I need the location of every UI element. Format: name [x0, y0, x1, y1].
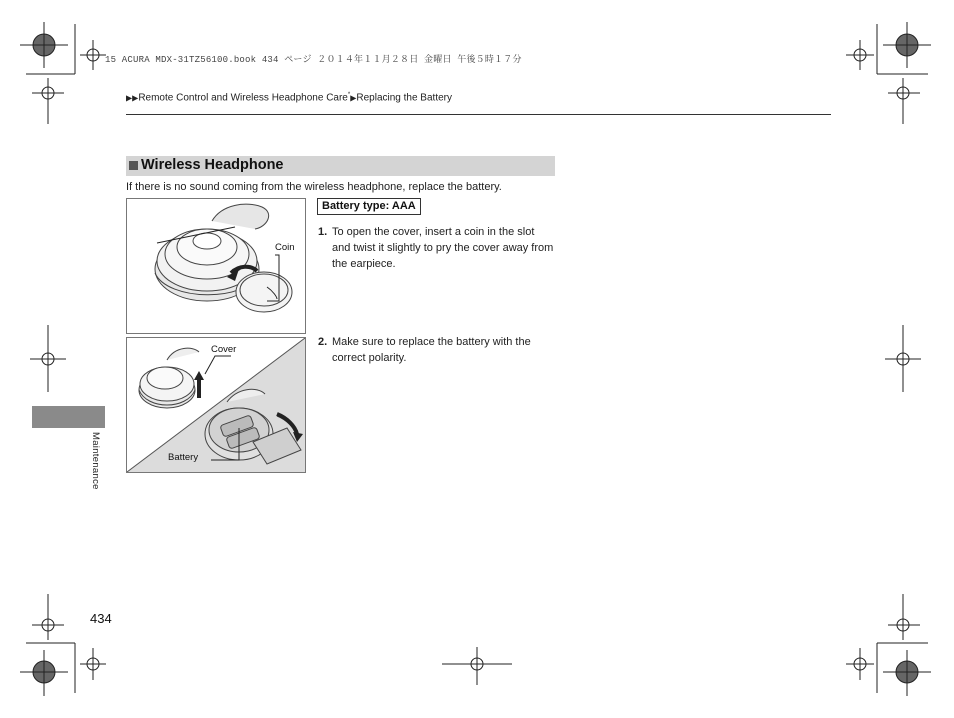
breadcrumb-arrow-icon: ▶▶ [126, 93, 139, 103]
section-heading [126, 156, 555, 176]
figure-replace-battery [126, 337, 306, 473]
step-text: Make sure to replace the battery with the correct polarity. [332, 336, 531, 364]
chapter-side-tab[interactable] [32, 406, 105, 428]
figure-open-cover [126, 198, 306, 334]
page-number: 434 [90, 611, 112, 626]
battery-label: Battery [168, 452, 199, 463]
breadcrumb [126, 92, 452, 103]
intro-text: If there is no sound coming from the wireless headphone, replace the battery. [126, 181, 502, 193]
cover-label: Cover [211, 344, 237, 355]
step-1 [318, 224, 554, 272]
breadcrumb-item-remote-control[interactable]: Remote Control and Wireless Headphone Care [138, 92, 348, 104]
header-rule [126, 114, 831, 115]
section-square-icon [129, 161, 138, 170]
step-number: 1. [318, 226, 328, 238]
coin-label: Coin [275, 242, 295, 253]
step-2 [318, 334, 554, 366]
battery-type-box: Battery type: AAA [317, 198, 421, 215]
headphone-coin-illustration [127, 199, 305, 333]
breadcrumb-item-replacing-battery: Replacing the Battery [356, 92, 452, 104]
chapter-side-label: Maintenance [90, 432, 101, 490]
headphone-battery-illustration [127, 338, 305, 472]
section-title: Wireless Headphone [141, 157, 284, 173]
step-text: To open the cover, insert a coin in the slot and twist it slightly to pry the cover away from the earpiece. [332, 226, 554, 270]
print-header: 15 ACURA MDX-31TZ56100.book 434 ページ ２０１４年１１月２８日 金曜日 午後５時１７分 [105, 55, 522, 65]
breadcrumb-arrow-icon: ▶ [350, 93, 357, 103]
step-number: 2. [318, 336, 328, 348]
breadcrumb-asterisk: * [347, 92, 351, 98]
